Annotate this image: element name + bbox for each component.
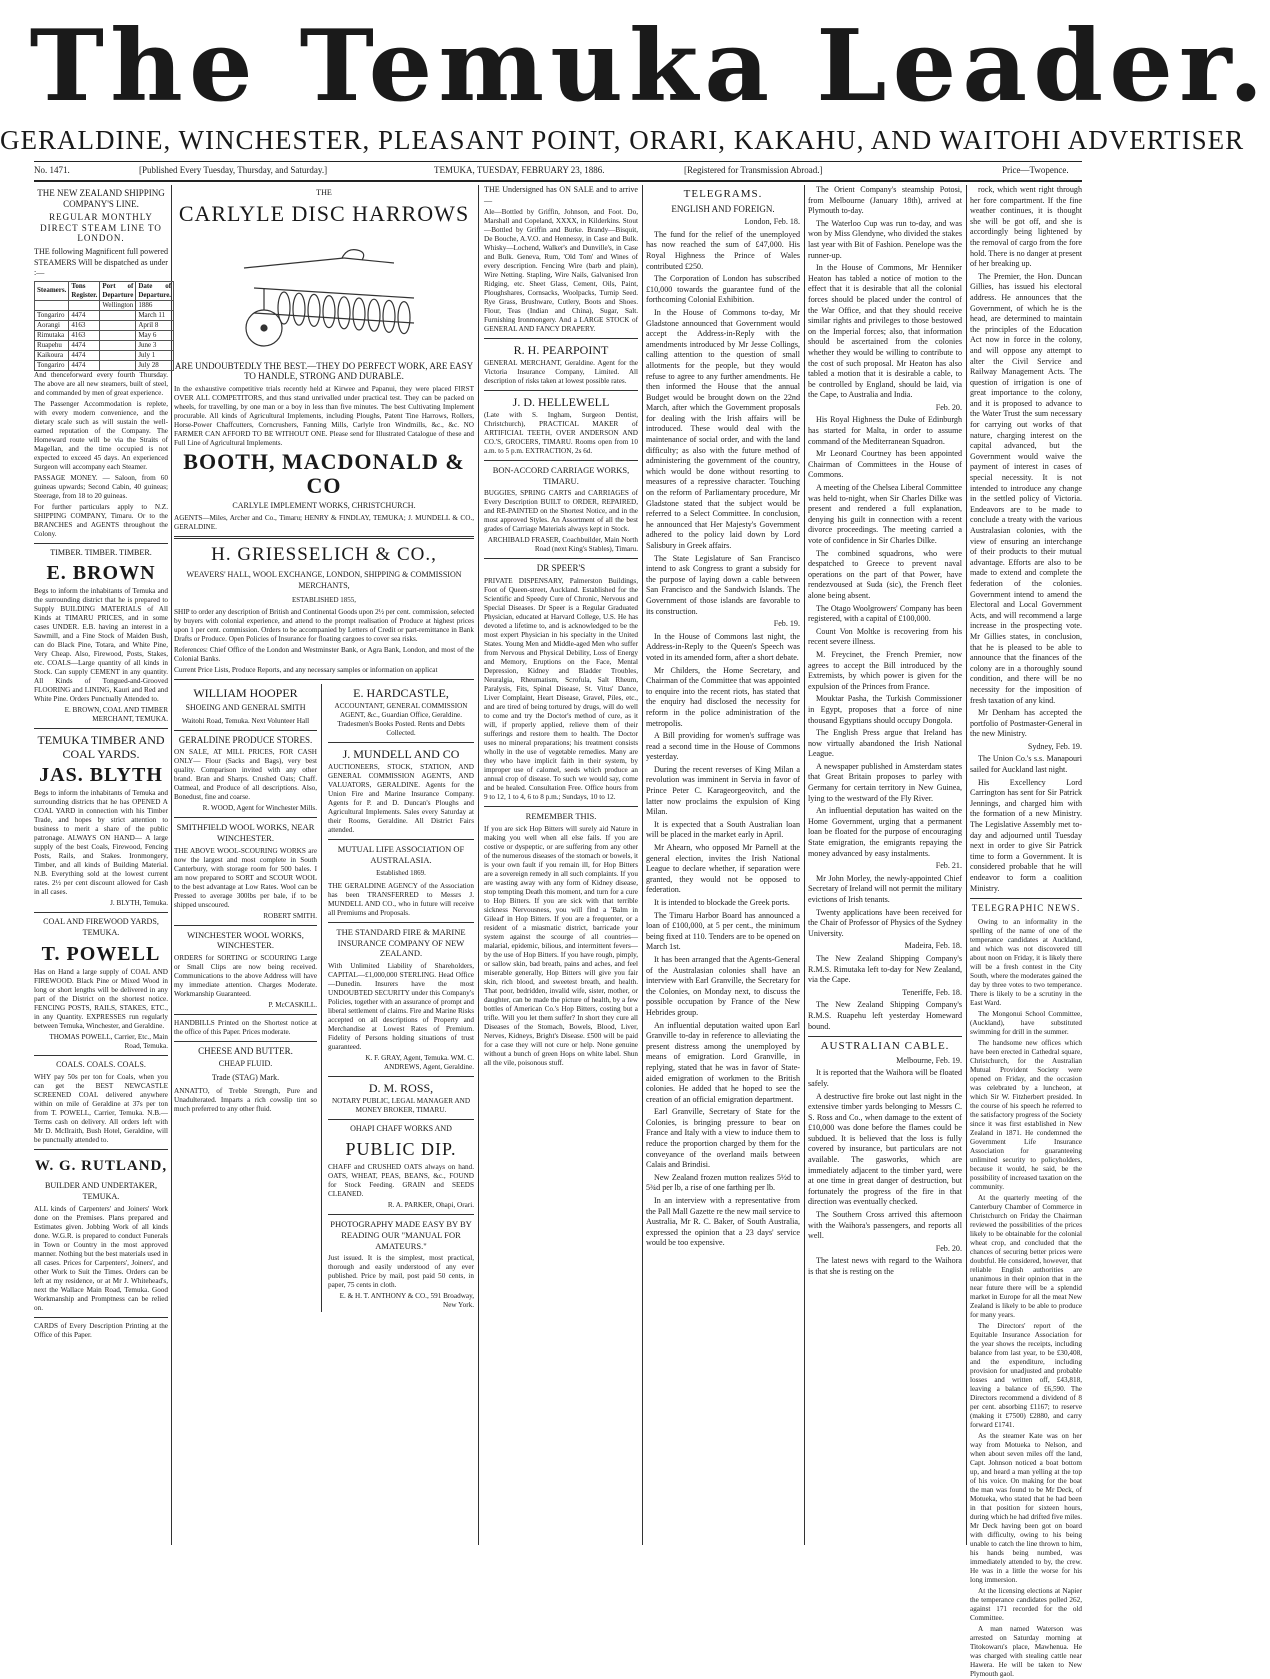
masthead: [29, 8, 1270, 128]
news-paragraph: Mr Denham has accepted the portfolio of Postmaster-General in the new Ministry.: [970, 708, 1082, 739]
griesselich-name: H. GRIESSELICH & CO.,: [211, 544, 437, 566]
table-row: [35, 330, 174, 340]
news-paragraph: A destructive fire broke out last night in the extensive timber yards belonging to Messrs C. S. Ross and Co., when damage to the extent of £10,000 was done before the flames could be subdued. It is believed that the loss is fully covered by insurance, but particulars are not available. The gasworks, which are immediately adjacent to the timber yard, were at one time in great danger of destruction, but fortunately the progress of the fire in that direction was eventually checked.: [808, 1091, 962, 1207]
winchester-body: ORDERS for SORTING or SCOURING Large or Small Clips are now being received. Communications to the above Address will have my immediate attention. Charges Moderate. Workmanship Guaranteed.: [174, 953, 318, 998]
griesselich-references: References: Chief Office of the London and Westminster Bank, or Agra Bank, London, and most of the Colonial Banks.: [174, 646, 474, 664]
divider: [484, 390, 638, 391]
harrow-disc: [308, 294, 320, 326]
steamer-date: July 1: [136, 350, 174, 360]
table-header: Tons Register.: [69, 281, 100, 300]
news-paragraph: The Premier, the Hon. Duncan Gillies, has issued his electoral address. He announces that the Government, of which he is the head, are determined to maintain the principles of the Education Act now in force in the colony, and will oppose any attempt to alter the Civil Service and Railway Management Acts. The question of irrigation is one of great importance to the colony, and it is proposed to advance to the Water Trust the sum necessary for carrying out works of that nature, charging interest on the capital advanced, but the Government would waive the payment of interest in cases of special necessity. It is not intended to introduce any change in the settled policy of Victoria. Endeavors are to be made to conclude a treaty with the various Australasian colonies, with the view of ensuring an interchange of their products to their mutual advantage. Efforts are also to be made to extend and complete the federation of the colonies. Government intend to amend the Electoral and Local Government Acts, and will recommend a large increase in the prospecting vote. Mr Gillies states, in conclusion, that he is pleased to be able to announce that the finances of the colony are in a thoroughly sound condition, and there will be no necessity for the imposition of fresh taxation of any kind.: [970, 271, 1082, 705]
news-paragraph: It has been arranged that the Agents-General of the Australasian colonies shall have an interview with Earl Granville, the Secretary for the Colonies, on Monday next, to discuss the possible occupation by France of the New Hebrides group.: [646, 954, 800, 1017]
divider: [328, 1214, 474, 1215]
mutual-established: Established 1869.: [376, 869, 426, 878]
table-header-row: [35, 281, 174, 300]
news-paragraph: The combined squadrons, who were despatched to Greece to prevent naval operations on the part of that Power, have rendezvoused at Suda (sic), the French fleet alone being absent.: [808, 548, 962, 600]
standard-body: With Unlimited Liability of Shareholders, CAPITAL—£1,000,000 STERLING. Head Office—Dunedin. Insurers have the most UNDOUBTED SECURITY under this Company's Policies, together with an assurance of prompt and liberal settlement of claims. Fire and Marine Risks accepted on all descriptions of Property and Merchandise at Lowest Rates of Premium. Fidelity of Persons holding situations of trust guaranteed.: [328, 961, 474, 1051]
news-paragraph: Feb. 21.: [935, 861, 962, 871]
steamer-name: Tongariro: [35, 360, 69, 370]
news-paragraph: Mr Leonard Courtney has been appointed Chairman of Committees in the House of Commons.: [808, 449, 962, 480]
photo-title: PHOTOGRAPHY MADE EASY BY BY READING OUR "MANUAL FOR AMATEURS.": [330, 1219, 472, 1251]
harrow-body: In the exhaustive competitive trials recently held at Kirwee and Papanui, they were placed FIRST OVER ALL COMPETITORS, and thus stand unrivalled under practical test. They can be packed on wheels, for travelling, by one man or a boy in less than five minutes. The best Cultivating Implement procurable. All kinds of Agricultural Implements, including Ploughs, Patent Tine Harrows, Rollers, Horse-Power Chaffcutters, Corncrushers, Fanning Mills, Carlyle Iron Windmills, &c., &c. NO FARMER CAN AFFORD TO BE WITHOUT ONE. Please send for Illustrated Catalogue of these and Full Line of Agricultural Implements.: [174, 384, 474, 447]
hooper-subtitle: SHOEING AND GENERAL SMITH: [185, 703, 306, 713]
news-paragraph: A meeting of the Chelsea Liberal Committee was held to-night, when Sir Charles Dilke was present and rendered a full explanation, denying his guilt in connection with a recent divorce proceedings. The meeting carried a vote of confidence in Sir Charles Dilke.: [808, 483, 962, 545]
steamer-schedule-table: [34, 281, 174, 371]
steamer-port: [100, 320, 136, 330]
telegram-paragraphs: [646, 230, 800, 1249]
cheese-title: CHEESE AND BUTTER.: [198, 1045, 293, 1056]
divider: [174, 679, 474, 680]
blyth-name: JAS. BLYTH: [39, 764, 163, 787]
nzsc-subtitle: REGULAR MONTHLY DIRECT STEAM LINE TO LONDON.: [40, 212, 162, 244]
booth-name: BOOTH, MACDONALD & CO: [183, 448, 465, 498]
divider: [484, 460, 638, 461]
mutual-body: THE GERALDINE AGENCY of the Association has been TRANSFERRED to Messrs J. MUNDELL AND CO., who in future will receive all Premiums and Proposals.: [328, 881, 474, 917]
news-paragraph: Count Von Moltke is recovering from his recent severe illness.: [808, 626, 962, 647]
news-paragraph: The New Zealand Shipping Company's R.M.S. Rimutaka left to-day for New Zealand, via the Cape.: [808, 953, 962, 985]
coals-heading: COALS. COALS. COALS.: [56, 1059, 146, 1069]
steamer-date: March 11: [136, 310, 174, 320]
dateline-bar: [34, 165, 1082, 179]
news-paragraph: In the House of Commons last night, the Address-in-Reply to the Queen's Speech was voted in its amended form, after a short debate.: [646, 631, 800, 662]
nzsc-intro: THE following Magnificent full powered STEAMERS Will be dispatched as under :—: [34, 246, 168, 278]
news-paragraph: At the licensing elections at Napier the temperance candidates polled 262, against 171 recorded for the old Committee.: [970, 1586, 1082, 1622]
news-paragraph: Earl Granville, Secretary of State for the Colonies, is bringing pressure to bear on France and Italy with a view to induce them to reduce the proportion charged by them for the conveyance of the overland mails between Calais and Brindisi.: [646, 1107, 800, 1170]
harrow-disc: [383, 300, 395, 332]
powell-heading: COAL AND FIREWOOD YARDS, TEMUKA.: [43, 917, 159, 937]
steamer-name: Kaikoura: [35, 350, 69, 360]
dateline: TEMUKA, TUESDAY, FEBRUARY 23, 1886.: [434, 165, 605, 175]
column-rule: [804, 185, 805, 1545]
harrow-the: THE: [316, 188, 332, 197]
cards-notice: CARDS of Every Description Printing at the Office of this Paper.: [34, 1322, 168, 1340]
handbills-notice: HANDBILLS Printed on the Shortest notice at the office of this Paper. Prices moderate.: [174, 1018, 318, 1036]
bonaccord-body: BUGGIES, SPRING CARTS and CARRIAGES of Every Description BUILT to ORDER, REPAIRED, and RE-PAINTED on the Shortest Notice, and in the most approved Styles. An Assortment of all the best grades of Carriage Materials always kept in Stock.: [484, 489, 638, 534]
masthead-subtitle: GERALDINE, WINCHESTER, PLEASANT POINT, ORARI, KAKAHU, AND WAITOHI ADVERTISER: [0, 125, 1245, 155]
column-4-telegrams: [646, 185, 800, 1545]
london-dateline: London, Feb. 18.: [744, 217, 800, 227]
harrow-disc: [398, 301, 410, 333]
divider: [174, 817, 317, 818]
column-rule: [171, 185, 172, 1545]
news-paragraph: New Zealand frozen mutton realizes 5½d to 5¾d per lb, a rise of one farthing per lb.: [646, 1172, 800, 1193]
powell-body: Has on Hand a large supply of COAL AND FIREWOOD. Black Pine or Mixed Wood in long or short lengths will be delivered in any part of the District on the shortest notice. FENCING POSTS, RAILS, STAKES, ETC., in any Quantity. EXPRESSES run regularly between Temuka, Winchester, and Geraldine.: [34, 967, 168, 1030]
news-paragraph: Feb. 20.: [935, 402, 962, 412]
nzsc-body: The Passenger Accommodation is replete, with every modern convenience, and the dietary scale such as will sustain the well-earned reputation of the Company. The Homeward route will be via the Straits of Magellan, and the time occupied is not expected to exceed 45 days. An experienced Surgeon will accompany each Steamer.: [34, 399, 168, 471]
news-paragraph: It is reported that the Waihora will be floated safely.: [808, 1068, 962, 1088]
cheese-body: ANNATTO, of Treble Strength, Pure and Unadulterated. Imparts a rich cowslip tint so much preferred to any other fluid.: [174, 1086, 318, 1113]
news-paragraph: In the House of Commons, Mr Henniker Heaton has tabled a notice of motion to the effect that it is desirable that all the colonial forces should be placed under the control of the War Office, and that they should receive similar rights and privileges to those bestowed on the Imperial forces; also, that information should be ascertained from the colonies whether they would be willing to contribute to the cost of such proposal. Mr Heaton has also tabled a motion that it is desirable a cable, to be controlled by England, should be laid, via the Cape, to Australia and India.: [808, 263, 962, 400]
column-rule: [966, 185, 967, 1545]
news-paragraph: The Southern Cross arrived this afternoon with the Waihora's passengers, and reports all well.: [808, 1210, 962, 1241]
steamer-tons: 4474: [69, 340, 100, 350]
hops-heading: THE Undersigned has ON SALE and to arrive—: [484, 185, 638, 205]
news-paragraph: The Orient Company's steamship Potosi, from Melbourne (January 18th), arrived at Plymouth to-day.: [808, 185, 962, 216]
hooper-address: Waitohi Road, Temuka. Next Volunteer Hall: [181, 716, 310, 725]
news-paragraph: The Mongonui School Committee, (Auckland), have substituted swimming for drill in the summer.: [970, 1009, 1082, 1036]
scour-title: SMITHFIELD WOOL WORKS, NEAR WINCHESTER.: [176, 822, 315, 843]
blyth-heading: TEMUKA TIMBER AND COAL YARDS.: [37, 733, 165, 762]
winchester-title: WINCHESTER WOOL WORKS, WINCHESTER.: [187, 929, 304, 951]
table-row: [35, 320, 174, 330]
harrow-tagline: ARE UNDOUBTEDLY THE BEST.—THEY DO PERFECT WORK, ARE EASY TO HANDLE, STRONG AND DURABLE.: [174, 360, 474, 382]
news-paragraph: The Directors' report of the Equitable Insurance Association for the year shows the receipts, including balance from last year, to be £30,408, and the expenditure, including provision for unadjusted and probable losses and written off, £43,818, leaving a balance of £6,590. The Directors recommend a dividend of 8 per cent. absorbing £1167; to reserve (making it £7500) £2880, and carry forward £1741.: [970, 1321, 1082, 1429]
steamer-tons: 4163: [69, 330, 100, 340]
masthead-rule-bottom: [34, 180, 1082, 182]
divider: [174, 1014, 317, 1015]
news-paragraph: The Corporation of London has subscribed £10,000 towards the guarantee fund of the forthcoming Colonial Exhibition.: [646, 274, 800, 305]
english-foreign-subtitle: ENGLISH AND FOREIGN.: [671, 203, 775, 214]
news-paragraph: Madeira, Feb. 18.: [904, 941, 962, 951]
news-paragraph: rock, which went right through her fore compartment. If the fine weather continues, it is thought she will be got off, and she is accordingly being lightened by the removal of cargo from the fore hold. There is no danger at present of her breaking up.: [970, 185, 1083, 269]
news-paragraph: His Royal Highness the Duke of Edinburgh has started for Malta, in order to assume command of the Mediterranean Squadron.: [808, 415, 962, 446]
column-3-advertisements: [484, 185, 638, 1545]
news-paragraph: Teneriffe, Feb. 18.: [902, 987, 962, 997]
steamer-date: June 3: [136, 340, 174, 350]
hellewell-body: (Late with S. Ingham, Surgeon Dentist, Christchurch), PRACTICAL MAKER of ARTIFICIAL TEETH, OVER ANDERSON AND CO.'S, GROCERS, TIMARU. Rooms open from 10 a.m. to 5 p.m. EXTRACTION, 2s 6d.: [484, 411, 638, 456]
griesselich-footer: Current Price Lists, Produce Reports, and any necessary samples or information on applicat: [174, 666, 438, 675]
column-2-advertisements: [174, 185, 474, 1545]
harrow-title: CARLYLE DISC HARROWS: [178, 200, 470, 226]
telegraphic-paragraphs: [970, 918, 1082, 1679]
news-paragraph: In an interview with a representative from the Pall Mall Gazette re the new mail service to Australia, Mr R. C. Baker, of South Australia, expressed the opinion that a 23 days' service would be too expensive.: [646, 1196, 800, 1248]
divider: [808, 1036, 962, 1037]
pearpoint-name: R. H. PEARPOINT: [513, 343, 609, 358]
photo-body: Just issued. It is the simplest, most practical, thorough and easily understood of any ever published. Price by mail, post paid 50 cents, in paper, 75 cents in cloth.: [328, 1254, 474, 1290]
brown-signature: E. BROWN, COAL AND TIMBER MERCHANT, TEMUKA.: [64, 706, 168, 724]
news-paragraph: Twenty applications have been received for the Chair of Professor of Physics of the Sydney University.: [808, 907, 962, 938]
divider: [174, 1041, 317, 1042]
scour-body: THE ABOVE WOOL-SCOURING WORKS are now the largest and most complete in South Canterbury, with storage room for 500 bales. I am now prepared to SORT and SCOUR WOOL to the best advantage at Low Rates. Wool can be Pressed to average 300lbs per bale, if to be shipped unscoured.: [174, 846, 318, 909]
hardcastle-name: E. HARDCASTLE,: [353, 686, 449, 701]
ohapi-signature: R. A. PARKER, Ohapi, Orari.: [387, 1201, 474, 1210]
winchester-signature: P. McCASKILL.: [268, 1000, 318, 1009]
telegrams-title: TELEGRAMS.: [683, 188, 763, 200]
timber-heading: TIMBER. TIMBER. TIMBER.: [50, 547, 152, 557]
hops-body: Ale—Bottled by Griffin, Johnson, and Foot. Do, Marshall and Copeland, XXXX, in Kilderkins. Stout—Bottled by Griffin and Burke. Brandy—Bisquit, De Bouche, A.V.O. and Hennessy, in Case and Bulk. Whisky—Lochend, Walker's and Dunville's, in Case and Bulk. Geneva, Rum, 'Old Tom' and Wines of every description. Fencing Wire (barb and plain), Wire Netting. Stapling, Wire Nails, Galvanised Iron Ridging, etc. Sheet Glass, Cement, Oils, Paint, Ploughshares, Cornsacks, Woolpacks, Turnip Seed. Rye Grass, Brushware, Cutlery, Boots and Shoes. Flour, Teas (Indian and China), Sugar, Salt. Furnishing Ironmongery. And a LARGE STOCK of GENERAL AND FANCY DRAPERY.: [484, 208, 638, 334]
steamer-date: July 28: [136, 360, 174, 370]
news-paragraph: At the quarterly meeting of the Canterbury Chamber of Commerce in Christchurch on Friday the Chairman reviewed the possibilities of the prices likely to be obtainable for the colonial wheat crop, and concluded that the chances of securing better prices were doubtful. He considered, however, that reliable English authorities are unanimous in their opinion that in the near future there will be a splendid market in Europe for all the meat New Zealand is likely to be able to produce for many years.: [970, 1193, 1082, 1319]
nzsc-body: For further particulars apply to N.Z. SHIPPING COMPANY, Timaru. Or to the BRANCHES and AGENTS throughout the Colony.: [34, 502, 168, 538]
news-paragraph: It is intended to blockade the Greek ports.: [654, 898, 790, 907]
divider: [34, 1149, 168, 1150]
divider: [484, 558, 638, 559]
divider: [34, 1055, 168, 1056]
table-row: [35, 310, 174, 320]
coals-body: WHY pay 50s per ton for Coals, when you can get the BEST NEWCASTLE SCREENED COAL delivered anywhere within on mile of Geraldine at 37s per ton from T. POWELL, Carrier, Temuka. N.B.—Terms cash on delivery. All orders left with Mr D. McIlraith, Bush Hotel, Geraldine, will be punctually attended to.: [34, 1073, 168, 1145]
column-5-telegrams: [808, 185, 962, 1545]
ohapi-title: OHAPI CHAFF WORKS AND: [350, 1123, 452, 1133]
publication-days: [Published Every Tuesday, Thursday, and Saturday.]: [139, 165, 328, 175]
mutual-title: MUTUAL LIFE ASSOCIATION OF AUSTRALASIA.: [337, 844, 465, 865]
news-paragraph: It is expected that a South Australian loan will be placed in the market early in April.: [646, 819, 800, 840]
news-paragraph: An influential deputation waited upon Earl Granville to-day in reference to alleviating the present distress among the unemployed by means of emigration. Lord Granville, in replying, stated that he was in favor of State-aided emigration of workmen to the British colonies. He added that he hoped to see the creation of an official emigration department.: [646, 1020, 800, 1104]
left-subcolumn: [174, 684, 322, 1312]
steamer-name: Rimutaka: [35, 330, 69, 340]
steamer-port: [100, 360, 136, 370]
divider: [484, 338, 638, 339]
photo-signature: E. & H. T. ANTHONY & CO., 591 Broadway, New York.: [339, 1292, 474, 1310]
news-paragraph: Feb. 19.: [773, 619, 800, 629]
newspaper-title: The Temuka Leader.: [29, 9, 1270, 124]
speer-body: PRIVATE DISPENSARY, Palmerston Buildings, Foot of Queen-street, Auckland. Established for the Scientific and Speedy Cure of Chronic, Nervous and Special Diseases. Dr Speer is a Regular Graduated Physician, educated at Harvard College, U.S. He has devoted a lifetime to, and is acknowledged to be the most expert Physician in his specialty in the United States. Young Men and Middle-aged Men who suffer from Nervous and Physical Debility, Loss of Energy and Memory, Eruptions on the Face, Mental Depression, Kidney and Bladder Troubles, Neuralgia, Rheumatism, Scrofula, Salt Rheum, Paralysis, Fits, Spinal Disease, St. Vitus' Dance, Liver Complaint, Heart Disease, Gravel, Piles, etc., and are tired of being tortured by drugs, will do well to come and try the Doctor's method of cure, as it will, if properly applied, relieve them of their sufferings and restore them to health. The Doctor uses no mineral preparations; his treatment consists wholly in the use of vegetable remedies. Many are they who have implicit faith in their system, by improper use of calomel, seeds which produce an annual crop of disease. To such we would say, come and be healed. Consultation Free. Office hours from 9 to 12, 1 to 4, 6 to 8 p.m.; Sundays, 10 to 12.: [484, 576, 638, 801]
telegram-paragraphs: [808, 185, 962, 1032]
issue-number: No. 1471.: [34, 165, 70, 175]
divider: [970, 898, 1082, 899]
booth-subtitle: CARLYLE IMPLEMENT WORKS, CHRISTCHURCH.: [232, 500, 416, 510]
blyth-body: Begs to inform the inhabitants of Temuka and surrounding districts that he has OPENED A COAL YARD in connection with his Timber Trade, and hopes by strict attention to business to merit a share of the public patronage. ALWAYS ON HAND— A large supply of the best Coals, Firewood, Fencing Posts, Rails, and Stakes. Ironmongery, Timber, and all kinds of Building Material. N.B. Everything sold at the lowest current rates. 2½ per cent discount allowed for Cash in all cases.: [34, 789, 168, 897]
standard-signature: K. F. GRAY, Agent, Temuka. WM. C. ANDREWS, Agent, Geraldine.: [365, 1053, 474, 1071]
news-paragraph: A man named Waterson was arrested on Saturday morning at Titokowaru's place, Mawhenua. He was charged with stealing cattle near Hawera. He will be taken to New Plymouth gaol.: [970, 1624, 1082, 1678]
mundell-name: J. MUNDELL AND CO: [342, 747, 460, 762]
divider: [328, 1119, 474, 1120]
divider: [174, 925, 317, 926]
hellewell-name: J. D. HELLEWELL: [512, 395, 610, 410]
rutland-body: ALL kinds of Carpenters' and Joiners' Work done on the Premises. Plans prepared and Estimates given. Jobbing Work of all kinds done. W.G.R. is prepared to conduct Funerals in Town or Country in the most approved manner. Nothing but the best materials used in all cases. Prices for Carpenters', Joiners', and other Work to Suit the Times. Orders can be left at my residence, or at Mr J. Whitehead's, next the Wallace Main Road, Temuka. Good Workmanship and Promptness can be relied on.: [34, 1205, 168, 1313]
powell-name: T. POWELL: [41, 942, 161, 965]
divider: [328, 839, 474, 840]
hooper-name: WILLIAM HOOPER: [193, 686, 298, 701]
hardcastle-body: ACCOUNTANT, GENERAL COMMISSION AGENT, &c., Guardian Office, Geraldine. Tradesmen's Books Posted. Rents and Debts Collected.: [334, 702, 468, 738]
griesselich-established: ESTABLISHED 1855,: [292, 595, 356, 604]
table-year: 1886: [136, 300, 174, 310]
steamer-tons: 4474: [69, 360, 100, 370]
table-row: [35, 350, 174, 360]
bonaccord-signature: ARCHIBALD FRASER, Coachbuilder, Main North Road (next King's Stables), Timaru.: [487, 536, 638, 554]
harrow-disc: [293, 293, 305, 325]
column-rule: [642, 185, 643, 1545]
divider: [174, 730, 317, 731]
table-row: [35, 300, 174, 310]
news-paragraph: Mr Childers, the Home Secretary, and Chairman of the Committee that was appointed to enquire into the recent riots, has stated that the enquiry had disclosed the necessity for reform in the police administration of the metropolis.: [646, 665, 800, 728]
powell-signature: THOMAS POWELL, Carrier, Etc., Main Road, Temuka.: [49, 1032, 168, 1050]
table-row: [35, 340, 174, 350]
griesselich-subtitle: WEAVERS' HALL, WOOL EXCHANGE, LONDON, SHIPPING & COMMISSION MERCHANTS,: [186, 570, 462, 590]
news-paragraph: Mr John Morley, the newly-appointed Chief Secretary of Ireland will not permit the military evictions of Irish tenants.: [808, 873, 962, 904]
ross-name: D. M. ROSS,: [368, 1080, 434, 1095]
news-paragraph: The Waterloo Cup was run to-day, and was won by Miss Glendyne, who divided the stakes last year with Bit of Fashion. Penelope was the runner-up.: [808, 218, 962, 260]
steamer-port: [100, 350, 136, 360]
steamer-tons: 4474: [69, 310, 100, 320]
griesselich-body: SHIP to order any description of British and Continental Goods upon 2½ per cent. commission, selected by buyers with colonial experience, and attend to the prompt realisation of Produce at highest prices upon 1 per cent. commission. Orders to be accompanied by Letters of Credit or part-remittance in Bank Drafts or Produce. Open Policies of Insurance for floating cargoes to cover sea risks.: [174, 608, 474, 644]
news-paragraph: During the recent reverses of King Milan a revolution was imminent in Servia in favor of Prince Peter C. Karageorgeovitch, and the latter now proclaims the expulsion of King Milan.: [646, 764, 800, 817]
news-paragraph: A newspaper published in Amsterdam states that Great Britain proposes to parley with Germany for certain territory in New Guinea, lying to the westward of the Fly River.: [808, 761, 962, 803]
masthead-rule-top: [34, 161, 1082, 162]
standard-title: THE STANDARD FIRE & MARINE INSURANCE COMPANY OF NEW ZEALAND.: [336, 926, 466, 959]
blyth-signature: J. BLYTH, Temuka.: [110, 899, 168, 908]
news-paragraph: His Excellency Lord Carrington has sent for Sir Patrick Jennings, and charged him with the formation of a new Ministry. The Legislative Assembly met to-day and adjourned until Tuesday next in order to give Sir Patrick time to form a Government. It is considered probable that he will endeavor to form a coalition Ministry.: [970, 777, 1082, 893]
news-paragraph: The handsome new offices which have been erected in Cathedral square, Christchurch, for the Australian Mutual Provident Society were opened on Friday, and the occasion was celebrated by a luncheon, at which Sir W. Fitzherbert presided. In the course of his speech he referred to the satisfactory progress of the Society since it was first established in New Zealand in 1871. He condemned the Government Life Insurance Association for guaranteeing unlimited security to policyholders, because it would, he said, be the possibility of increased taxation on the community.: [970, 1038, 1082, 1191]
news-paragraph: An influential deputation has waited on the Home Government, urging that a permanent loan be floated for the purpose of encouraging State emigration, the emigrants repaying the money advanced by easy instalments.: [808, 806, 962, 858]
telegraphic-news-title: TELEGRAPHIC NEWS.: [971, 903, 1081, 914]
news-paragraph: The latest news with regard to the Waihora is that she is resting on the: [808, 1256, 962, 1276]
steamer-tons: 4163: [69, 320, 100, 330]
divider: [328, 742, 474, 743]
steamer-port: [100, 330, 136, 340]
divider: [34, 543, 168, 544]
ross-body: NOTARY PUBLIC, LEGAL MANAGER AND MONEY BROKER, TIMARU.: [331, 1096, 471, 1114]
steamer-port: [100, 310, 136, 320]
steamer-tons: 4474: [69, 350, 100, 360]
table-row: [35, 360, 174, 370]
brown-body: Begs to inform the inhabitants of Temuka and the surrounding district that he is prepared to Supply BUILDING MATERIALS of All Kinds at TIMARU PRICES, and in some cases UNDER. E.B. having an interest in a Sawmill, and a Fine Stock of Maiden Bush, can do Black Pine, Totara, and White Pine, Very Cheap. Also, Firewood, Posts, Stakes, etc. COALS—Large quantity of all kinds in Stock. Can supply CEMENT in any quantity. All Kinds of Tongued-and-Grooved FLOORING and LINING, Kauri and Red and White Pine. Orders Punctually Attended to.: [34, 587, 168, 704]
news-paragraph: The State Legislature of San Francisco intend to ask Congress to grant a subsidy for the purpose of laying down a cable between San Francisco and the Sandwich Islands. The Government of those islands are favorable to its construction.: [646, 553, 800, 616]
table-header: Date of Departure.: [136, 281, 174, 300]
news-paragraph: Mouktar Pasha, the Turkish Commissioner in Egypt, proposes that a force of nine thousand Egyptians should occupy Dongola.: [808, 694, 962, 725]
news-paragraph: In the House of Commons to-day, Mr Gladstone announced that Government would accept the Address-in-Reply with the amendments introduced by Mr Jesse Collings, calling attention to the question of small allotments for the people, but they would refuse to agree to any further amendments. He then informed the House that the annual Budget would be brought down on the 22nd March, after which the Government proposals for dealing with the Irish affairs will be introduced. These would deal with the maintenance of social order, and with the land difficulty; as also with the future method of administering the government of the country, which would be done without resorting to measures of a repressive character. Touching on the reform of Parliamentary procedure, Mr Gladstone stated that the subject would be referred to a Select Committee. In conclusion, he announced that Her Majesty's Government adhered to the policy laid down by Lord Salisbury in Greek affairs.: [646, 307, 800, 550]
steamer-port: [100, 340, 136, 350]
steamer-name: Ruapehu: [35, 340, 69, 350]
divider: [328, 1076, 474, 1077]
news-paragraph: Mr Ahearn, who opposed Mr Parnell at the general election, invites the Irish National League to declare whether, if separation were granted, they would not be opposed to federation.: [646, 843, 800, 895]
brown-name: E. BROWN: [46, 562, 156, 585]
registration-note: [Registered for Transmission Abroad.]: [684, 165, 823, 175]
speer-title: DR SPEER'S: [536, 563, 586, 574]
australian-cable-title: AUSTRALIAN CABLE.: [820, 1040, 950, 1053]
news-paragraph: Feb. 20.: [935, 1243, 962, 1253]
divider: [484, 806, 638, 807]
harrow-disc: [368, 299, 380, 331]
column-6-news: [970, 185, 1083, 1678]
cheese-trademark: Trade (STAG) Mark.: [211, 1072, 280, 1082]
table-port: Wellington: [100, 300, 136, 310]
divider: [174, 536, 474, 539]
news-paragraph: Owing to an informality in the spelling of the name of one of the temperance candidates at Auckland, and which was not discovered till about noon on Friday, it is likely there will be a fresh contest in the City South, where the moderates gained the day by three votes to two temperance. There is likely to be a scrutiny in the East Ward.: [970, 917, 1082, 1007]
nzsc-title: THE NEW ZEALAND SHIPPING COMPANY'S LINE.: [37, 188, 165, 209]
bonaccord-title: BON-ACCORD CARRIAGE WORKS, TIMARU.: [492, 465, 630, 486]
harrow-disc: [338, 296, 350, 328]
news-paragraph: The New Zealand Shipping Company's R.M.S. Ruapehu left yesterday Homeward bound.: [808, 1000, 962, 1031]
remember-title: REMEMBER THIS.: [525, 810, 597, 821]
right-subcolumn: [328, 684, 474, 1312]
divider: [34, 1317, 168, 1318]
melbourne-dateline: Melbourne, Feb. 19.: [896, 1055, 962, 1065]
news-paragraph: The Otago Woolgrowers' Company has been registered, with a capital of £100,000.: [808, 603, 962, 624]
scour-signature: ROBERT SMITH.: [263, 911, 318, 920]
news-paragraph: As the steamer Kate was on her way from Motueka to Nelson, and when about seven miles off the land, Capt. Johnson noticed a boat bottom up, and heard a man yelling at the top of his voice. On making for the boat the man was found to be Mr Deck, of Motueka, who stated that he had been in that position for sixteen hours, during which he had drifted five miles. Mr Deck having been got on board with difficulty, owing to his being unable to catch the line thrown to him, his hands being numbed, was immediately attended to by, the crew. He was in a little the worse for his long immersion.: [970, 1431, 1082, 1584]
disc-harrow-illustration: [224, 228, 424, 358]
steamer-date: May 6: [136, 330, 174, 340]
divider: [34, 728, 168, 729]
ohapi-big-title: PUBLIC DIP.: [345, 1139, 457, 1160]
cable-paragraphs: [808, 1068, 962, 1277]
news-paragraph: Sydney, Feb. 19.: [1027, 741, 1082, 751]
news-paragraph: A Bill providing for women's suffrage was read a second time in the House of Commons yesterday.: [646, 731, 800, 762]
nzsc-body: And thenceforward every fourth Thursday. The above are all new steamers, built of steel, and commanded by men of great experience.: [34, 370, 168, 397]
news-paragraph: The Timaru Harbor Board has announced a loan of £100,000, at 5 per cent., the minimum being fixed at 110. Tenders are to be opened on March 1st.: [646, 910, 800, 952]
table-header: Port of Departure: [100, 281, 136, 300]
column-rule: [478, 185, 479, 1545]
ohapi-body: CHAFF and CRUSHED OATS always on hand. OATS, WHEAT, PEAS, BEANS, &c., FOUND for Stock Feeding. GRAIN and SEEDS CLEANED.: [328, 1163, 474, 1199]
rutland-name: W. G. RUTLAND,: [34, 1158, 168, 1175]
booth-agents: AGENTS—Miles, Archer and Co., Timaru; HENRY & FINDLAY, TEMUKA; J. MUNDELL & CO., GERALDINE.: [174, 514, 474, 532]
divider: [34, 912, 168, 913]
remember-body: If you are sick Hop Bitters will surely aid Nature in making you well when all else fails. If you are costive or dyspeptic, or are suffering from any other of the numerous diseases of the stomach or bowels, it is your own fault if you remain ill, for Hop Bitters are a sovereign remedy in all such complaints. If you are wasting away with any form of Kidney disease, stop tempting Death this moment, and turn for a cure to Hop Bitters. If you are sick with that terrible sickness Nervousness, you will find a 'Balm in Gilead' in Hop Bitters. If you are a frequenter, or a resident of a miasmatic district, barricade your system against the scourge of all countries—malarial, epidemic, bilious, and intermittent fevers—by the use of Hop Bitters. If you have rough, pimply, or sallow skin, bad breath, pains and aches, and feel miserable generally, Hop Bitters will give you fair skin, rich blood, and sweetest breath, and health. That poor, bedridden, invalid wife, sister, mother, or daughter, can be made the picture of health, by a few bottles of American Co.'s Hop Bitters, costing but a trifle. Will you let them suffer? In short they cure all Diseases of the Stomach, Bowels, Blood, Liver, Nerves, Kidneys, Bright's Disease. £500 will be paid for a case they will not cure or help. None genuine without a bunch of green Hops on white label. Shun all the vile, poisonous stuff.: [484, 824, 638, 1067]
table-header: Steamers.: [35, 281, 69, 300]
steamer-date: April 8: [136, 320, 174, 330]
nzsc-body: PASSAGE MONEY. — Saloon, from 60 guineas upwards; Second Cabin, 40 guineas; Steerage, from 18 to 20 guineas.: [34, 473, 168, 500]
news-paragraph: M. Freycinet, the French Premier, now agrees to accept the Bill introduced by the Extremists, by which power is given for the expulsion of the Princes from France.: [808, 649, 962, 691]
produce-body: ON SALE, AT MILL PRICES, FOR CASH ONLY— Flour (Sacks and Bags), very best quality. Comparison invited with any other brand. Bran and Sharps. Crushed Oats; Chaff. Oatmeal, and Produce of all descriptions. Also, Bonedust, fine and coarse.: [174, 748, 318, 802]
steamer-name: Tongariro: [35, 310, 69, 320]
produce-signature: R. WOOD, Agent for Winchester Mills.: [202, 804, 318, 813]
divider: [328, 922, 474, 923]
price: Price—Twopence.: [1002, 165, 1069, 175]
cheese-subtitle: CHEAP FLUID.: [218, 1059, 273, 1069]
news-paragraph: The fund for the relief of the unemployed has now reached the sum of £47,000. His Royal Highness the Prince of Wales contributed £250.: [646, 229, 800, 271]
news-paragraph: The Union Co.'s s.s. Manapouri sailed for Auckland last night.: [970, 754, 1082, 775]
column-1-advertisements: [34, 185, 172, 1545]
harrow-disc: [353, 298, 365, 330]
news-paragraphs: [970, 185, 1082, 894]
steamer-name: Aorangi: [35, 320, 69, 330]
news-paragraph: The English Press argue that Ireland has now virtually abandoned the Irish National League.: [808, 728, 962, 759]
produce-title: GERALDINE PRODUCE STORES.: [178, 734, 313, 745]
pearpoint-body: GENERAL MERCHANT, Geraldine. Agent for the Victoria Insurance Company, Limited. All description of risks taken at lowest possible rates.: [484, 359, 638, 386]
harrow-disc: [323, 295, 335, 327]
rutland-subtitle: BUILDER AND UNDERTAKER, TEMUKA.: [45, 1181, 157, 1201]
two-column-ad-block: [174, 684, 474, 1312]
mundell-body: AUCTIONEERS, STOCK, STATION, AND GENERAL COMMISSION AGENTS, AND VALUATORS, GERALDINE. Agents for the Union Fire and Marine Insurance Company. Agents for P. and D. Duncan's Ploughs and Agricultural Implements. Sales every Saturday at their Rooms, Geraldine. All District Fairs attended.: [328, 763, 474, 835]
